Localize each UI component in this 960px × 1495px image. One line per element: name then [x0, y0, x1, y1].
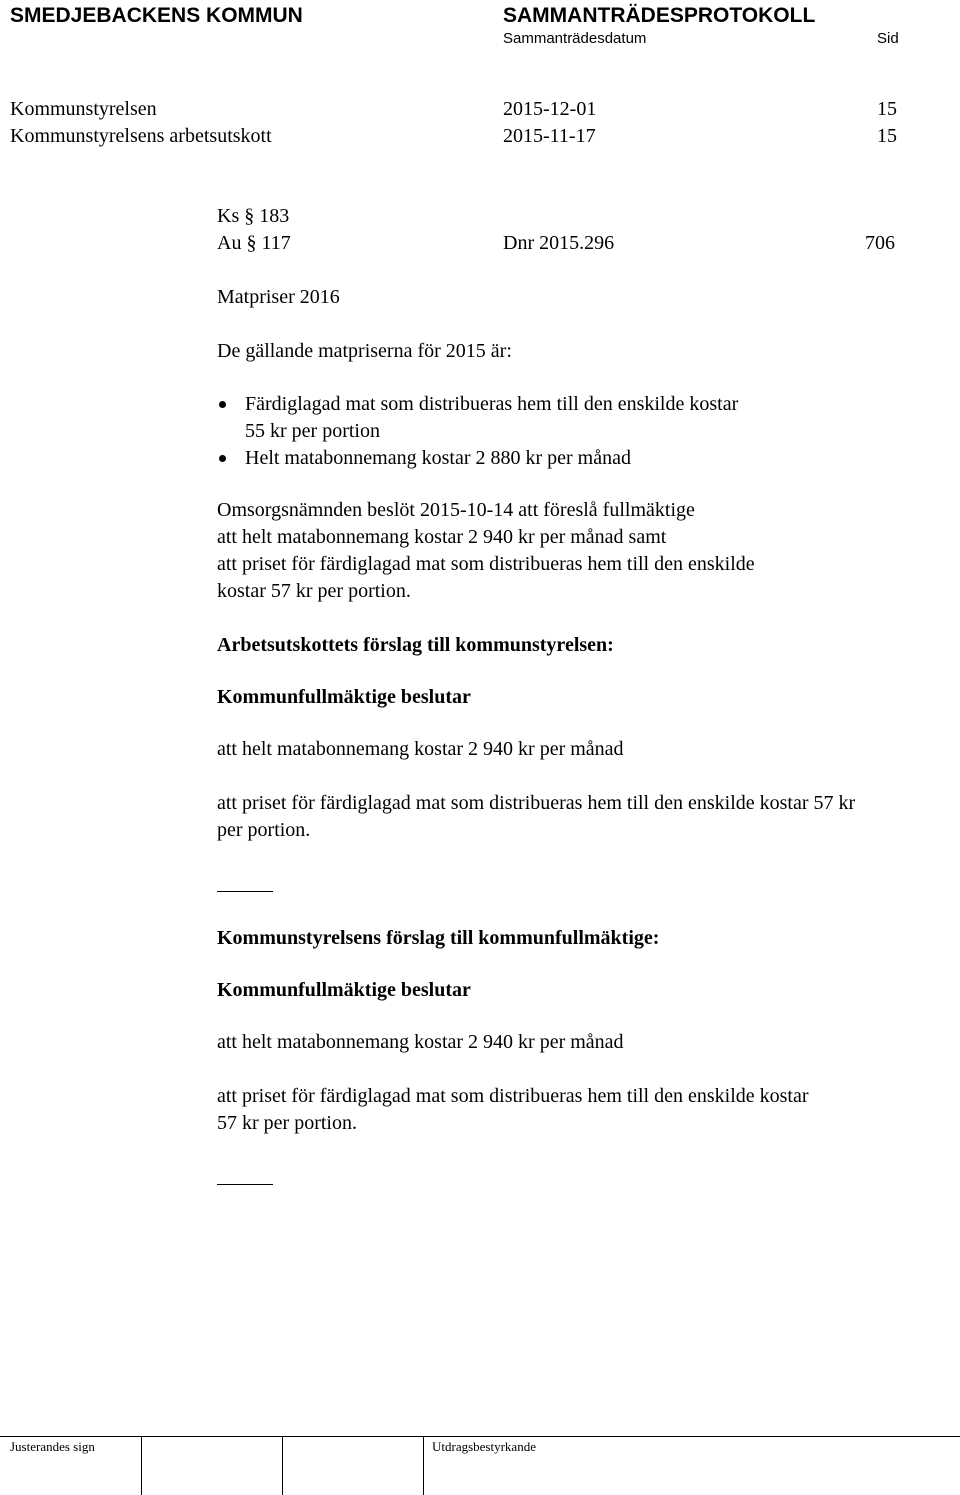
meeting-page: 15	[877, 125, 897, 147]
sign-box-divider	[423, 1437, 424, 1495]
meeting-page: 15	[877, 98, 897, 120]
signature-footer	[0, 1436, 960, 1495]
meeting-body: Kommunstyrelsens arbetsutskott	[10, 125, 272, 147]
ks-decision-item: att priset för färdiglagad mat som distribueras hem till den enskilde kostar	[217, 1085, 809, 1107]
bullet-icon	[219, 455, 226, 462]
sign-label: Justerandes sign	[10, 1439, 95, 1454]
section-divider	[217, 891, 273, 892]
paragraph-line: kostar 57 kr per portion.	[217, 580, 411, 602]
section-divider	[217, 1184, 273, 1185]
case-title: Matpriser 2016	[217, 286, 340, 308]
ks-decision-item-continued: 57 kr per portion.	[217, 1112, 357, 1134]
date-label: Sammanträdesdatum	[503, 30, 647, 47]
intro-text: De gällande matpriserna för 2015 är:	[217, 340, 512, 362]
au-paragraph: Au § 117	[217, 232, 291, 254]
page-label: Sid	[877, 30, 899, 47]
paragraph-line: att helt matabonnemang kostar 2 940 kr per månad samt	[217, 526, 667, 548]
au-decision-item: att priset för färdiglagad mat som distribueras hem till den enskilde kostar 57 kr	[217, 792, 856, 814]
meeting-body: Kommunstyrelsen	[10, 98, 157, 120]
au-decision-item: att helt matabonnemang kostar 2 940 kr per månad	[217, 738, 624, 760]
extract-label: Utdragsbestyrkande	[432, 1439, 536, 1454]
bullet-icon	[219, 401, 226, 408]
ks-decision-heading: Kommunfullmäktige beslutar	[217, 979, 471, 1001]
ks-proposal-heading: Kommunstyrelsens förslag till kommunfullmäktige:	[217, 927, 660, 949]
bullet-text-continued: 55 kr per portion	[245, 420, 380, 442]
meeting-date: 2015-12-01	[503, 98, 597, 120]
paragraph-line: att priset för färdiglagad mat som distribueras hem till den enskilde	[217, 553, 755, 575]
au-decision-heading: Kommunfullmäktige beslutar	[217, 686, 471, 708]
bullet-text: Färdiglagad mat som distribueras hem till den enskilde kostar	[245, 393, 739, 415]
au-proposal-heading: Arbetsutskottets förslag till kommunstyrelsen:	[217, 634, 614, 656]
document-type: SAMMANTRÄDESPROTOKOLL	[503, 4, 816, 27]
sign-box-divider	[282, 1437, 283, 1495]
meeting-date: 2015-11-17	[503, 125, 596, 147]
municipality-name: SMEDJEBACKENS KOMMUN	[10, 4, 303, 27]
case-code: 706	[865, 232, 895, 254]
au-decision-item-continued: per portion.	[217, 819, 311, 841]
paragraph-line: Omsorgsnämnden beslöt 2015-10-14 att föreslå fullmäktige	[217, 499, 695, 521]
bullet-text: Helt matabonnemang kostar 2 880 kr per månad	[245, 447, 631, 469]
ks-decision-item: att helt matabonnemang kostar 2 940 kr per månad	[217, 1031, 624, 1053]
sign-box-divider	[141, 1437, 142, 1495]
diary-number: Dnr 2015.296	[503, 232, 615, 254]
ks-paragraph: Ks § 183	[217, 205, 290, 227]
